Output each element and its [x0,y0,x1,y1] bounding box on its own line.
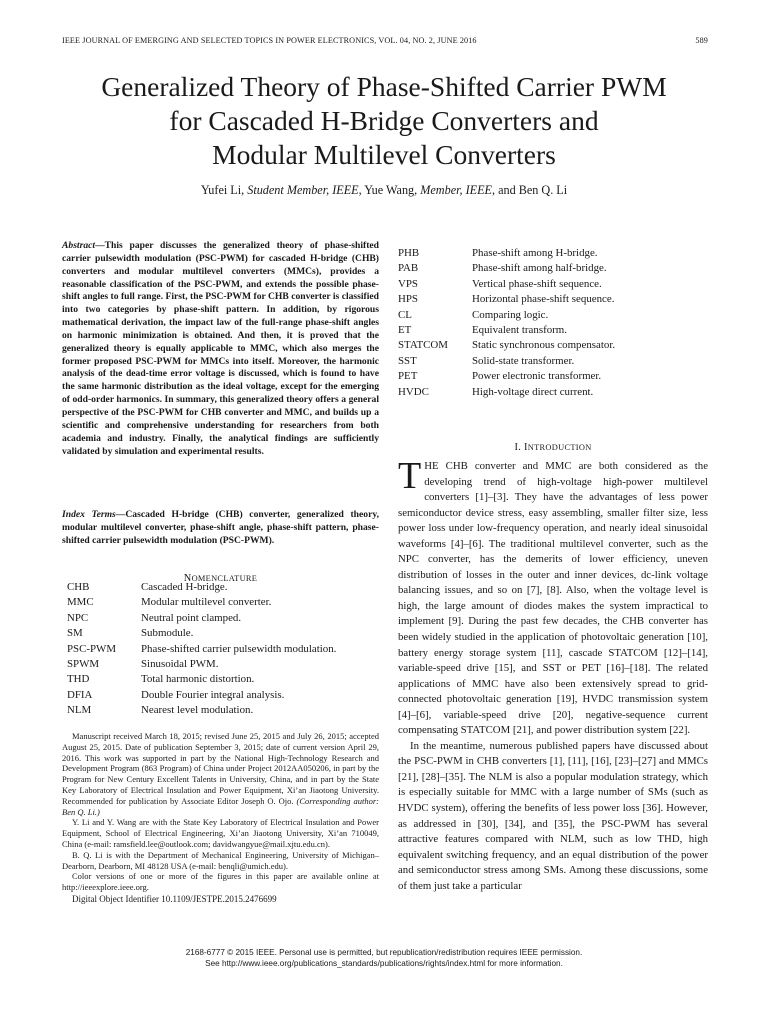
author-separator: , and Ben Q. Li [491,183,568,197]
drop-cap: T [398,455,422,497]
abstract [62,240,379,458]
index-terms-label: Index Terms [62,509,116,520]
journal-name: IEEE JOURNAL OF EMERGING AND SELECTED TOPICS IN POWER ELECTRONICS, VOL. 04, NO. 2, JUNE 2016 [62,36,477,45]
nomenclature-row: HPS Horizontal phase-shift sequence. [398,293,615,306]
page-number: 589 [695,36,708,45]
author-list [30,183,738,198]
nomenclature-row: ET Equivalent transform. [398,323,567,336]
title-line-1: Generalized Theory of Phase-Shifted Carrier PWM [101,71,667,102]
footnote-manuscript: Manuscript received March 18, 2015; revised June 25, 2015 and July 26, 2015; accepted August 25, 2015. Date of publication September 3, 2015; date of current version April 29, 2016. This work was supported in part by the National High-Technology Research and Development Program (863 Program) of China under Project 2012AA050206, in part by the Program for New Century Excellent Talents in University, China, and in part by the State Key Laboratory of Electrical Insulation and Power Equipment, Xi’an Jiaotong University. Recommended for publication by Associate Editor Joseph O. Ojo. (Corresponding author: Ben Q. Li.) [62,731,379,817]
nomenclature-list-right [398,246,708,400]
index-terms [62,509,379,548]
title-line-2: for Cascaded H-Bridge Converters and [169,105,599,136]
nomenclature-row: MMC Modular multilevel converter. [67,596,272,609]
abstract-dash: — [95,240,105,251]
index-terms-dash: — [115,509,126,520]
copyright-line-1: 2168-6777 © 2015 IEEE. Personal use is permitted, but republication/redistribution requires IEEE permission. [185,948,583,957]
nomenclature-row: SPWM Sinusoidal PWM. [67,657,219,670]
nomenclature-row: CHB Cascaded H-bridge. [67,581,228,593]
nomenclature-row: PHB Phase-shift among H-bridge. [398,247,598,259]
nomenclature-row: DFIA Double Fourier integral analysis. [67,688,285,701]
footnote-affiliation-2: B. Q. Li is with the Department of Mechanical Engineering, University of Michigan–Dearborn, Dearborn, MI 48128 USA (e-mail: benqli@umich.edu). [62,849,379,871]
author-2-role: Member, IEEE [420,183,492,197]
author-1: Yufei Li, [200,183,248,197]
nomenclature-row: HVDC High-voltage direct current. [398,385,594,398]
index-terms-text: Cascaded H-bridge (CHB) converter, generalized theory, modular multilevel converter, phase-shift angle, phase-shift pattern, phase-shifted carrier pulsewidth modulation (PSC-PWM). [62,509,379,546]
footnote-color-note: Color versions of one or more of the figures in this paper are available online at http://ieeexplore.ieee.org. [62,871,379,893]
author-1-role: Student Member, IEEE [247,183,359,197]
nomenclature-row: THD Total harmonic distortion. [67,673,255,686]
running-header [62,36,708,45]
introduction-body [398,455,708,894]
author-separator: , Yue Wang, [358,183,421,197]
footnote-affiliation-1: Y. Li and Y. Wang are with the State Key Laboratory of Electrical Insulation and Power Equipment, School of Electrical Engineering, Xi’an Jiaotong University, Xi’an 710049, China (e-mail: ramsfield.lee@outlook.com; davidwangyue@mail.xjtu.edu.cn). [62,817,379,849]
introduction-heading: I. INTRODUCTION [514,442,592,453]
nomenclature-row: PET Power electronic transformer. [398,370,602,383]
nomenclature-row: PSC-PWM Phase-shifted carrier pulsewidth modulation. [67,642,337,655]
intro-paragraph-2: In the meantime, numerous published papers have discussed about the PSC-PWM in CHB converters [1], [11], [16], [23]–[27] and MMCs [21], [28]–[35]. The NLM is also a popular modulation strategy, which is especially suitable for MMC with a large number of SMs (such as HVDC system), offering the benefits of less power loss [36]. However, as addressed in [30], [34], and [35], the PSC-PWM has several attractive features compared with NLM, such as low THD, high equivalent switching frequency, and an equal distribution of the power and semiconductor stress among SMs. Among these discussions, some of them just take a particular [398,739,708,892]
nomenclature-row: PAB Phase-shift among half-bridge. [398,262,607,275]
nomenclature-row: NPC Neutral point clamped. [67,611,242,624]
footnote [62,731,379,905]
nomenclature-heading: NOMENCLATURE [183,573,258,584]
nomenclature-list-left [67,580,379,719]
doi: Digital Object Identifier 10.1109/JESTPE.2015.2476699 [72,893,277,904]
nomenclature-row: VPS Vertical phase-shift sequence. [398,277,602,290]
copyright-notice [60,947,708,969]
nomenclature-row: SM Submodule. [67,627,194,640]
nomenclature-row: NLM Nearest level modulation. [67,704,254,717]
intro-paragraph-1: THE CHB converter and MMC are both considered as the developing trend of high-voltage high-power multilevel converters [1]–[3]. They have the advantages of less power semiconductor device stress, easy assembling, smaller filter size, less power loss under low-frequency operation, and nearly ideal sinusoidal waveforms [4]–[6]. The traditional multilevel converter, such as the NPC converter, has the demerits of lower efficiency, uneven distribution of losses in the outer and inner devices, dc-link voltage balancing issues, and so on [7], [8]. Also, when the voltage level is high, the large amount of diodes makes the system impractical to implement [9]. During the past few decades, the CHB converter has been widely studied in the application of photovoltaic generation [10], battery energy storage system [11], cascade STATCOM [12]–[14], variable-speed drive [15], and SST or PET [16]–[18]. The related applications of MMC have also been extensively spread to grid-connected photovoltaic generation [19], HVDC transmission system [4]–[6], variable-speed drive [20], negative-sequence current compensating STATCOM [21], and power distribution system [22]. [398,455,708,737]
title-line-3: Modular Multilevel Converters [212,139,556,170]
abstract-text: This paper discusses the generalized theory of phase-shifted carrier pulsewidth modulation (PSC-PWM) for cascaded H-bridge (CHB) converters and modular multilevel converters (MMCs), provides a reasonable classification of the PSC-PWM, and extends the possible phase-shift angles to full range. First, the PSC-PWM for CHB converter is classified into two categories by phase-shift pattern. In addition, by rigorous mathematical derivation, the impact law of the full-range phase-shift angles on harmonic minimization is obtained. And then, it is proved that the generalized theory is equally applicable to MMC, which also merges the former proposed PSC-PWM for MMCs into itself. Moreover, the harmonic analysis of the dead-time error voltage is discussed, which is found to have the same harmonic distribution as the ideal voltage, except for the emerging of odd-order harmonics. In summary, this generalized theory offers a general perspective of the PSC-PWM for CHB converter and MMC, and builds up a scientific and comprehensive understanding for researchers from both academia and industry. Finally, the analytical findings are sufficiently validated by simulation and experimental results. [62,240,379,457]
abstract-label: Abstract [62,240,96,251]
copyright-line-2: See http://www.ieee.org/publications_standards/publications/rights/index.html for more information. [205,959,563,968]
nomenclature-row: STATCOM Static synchronous compensator. [398,339,616,352]
paper-title [30,70,738,172]
nomenclature-row: CL Comparing logic. [398,308,549,321]
nomenclature-row: SST Solid-state transformer. [398,354,575,367]
